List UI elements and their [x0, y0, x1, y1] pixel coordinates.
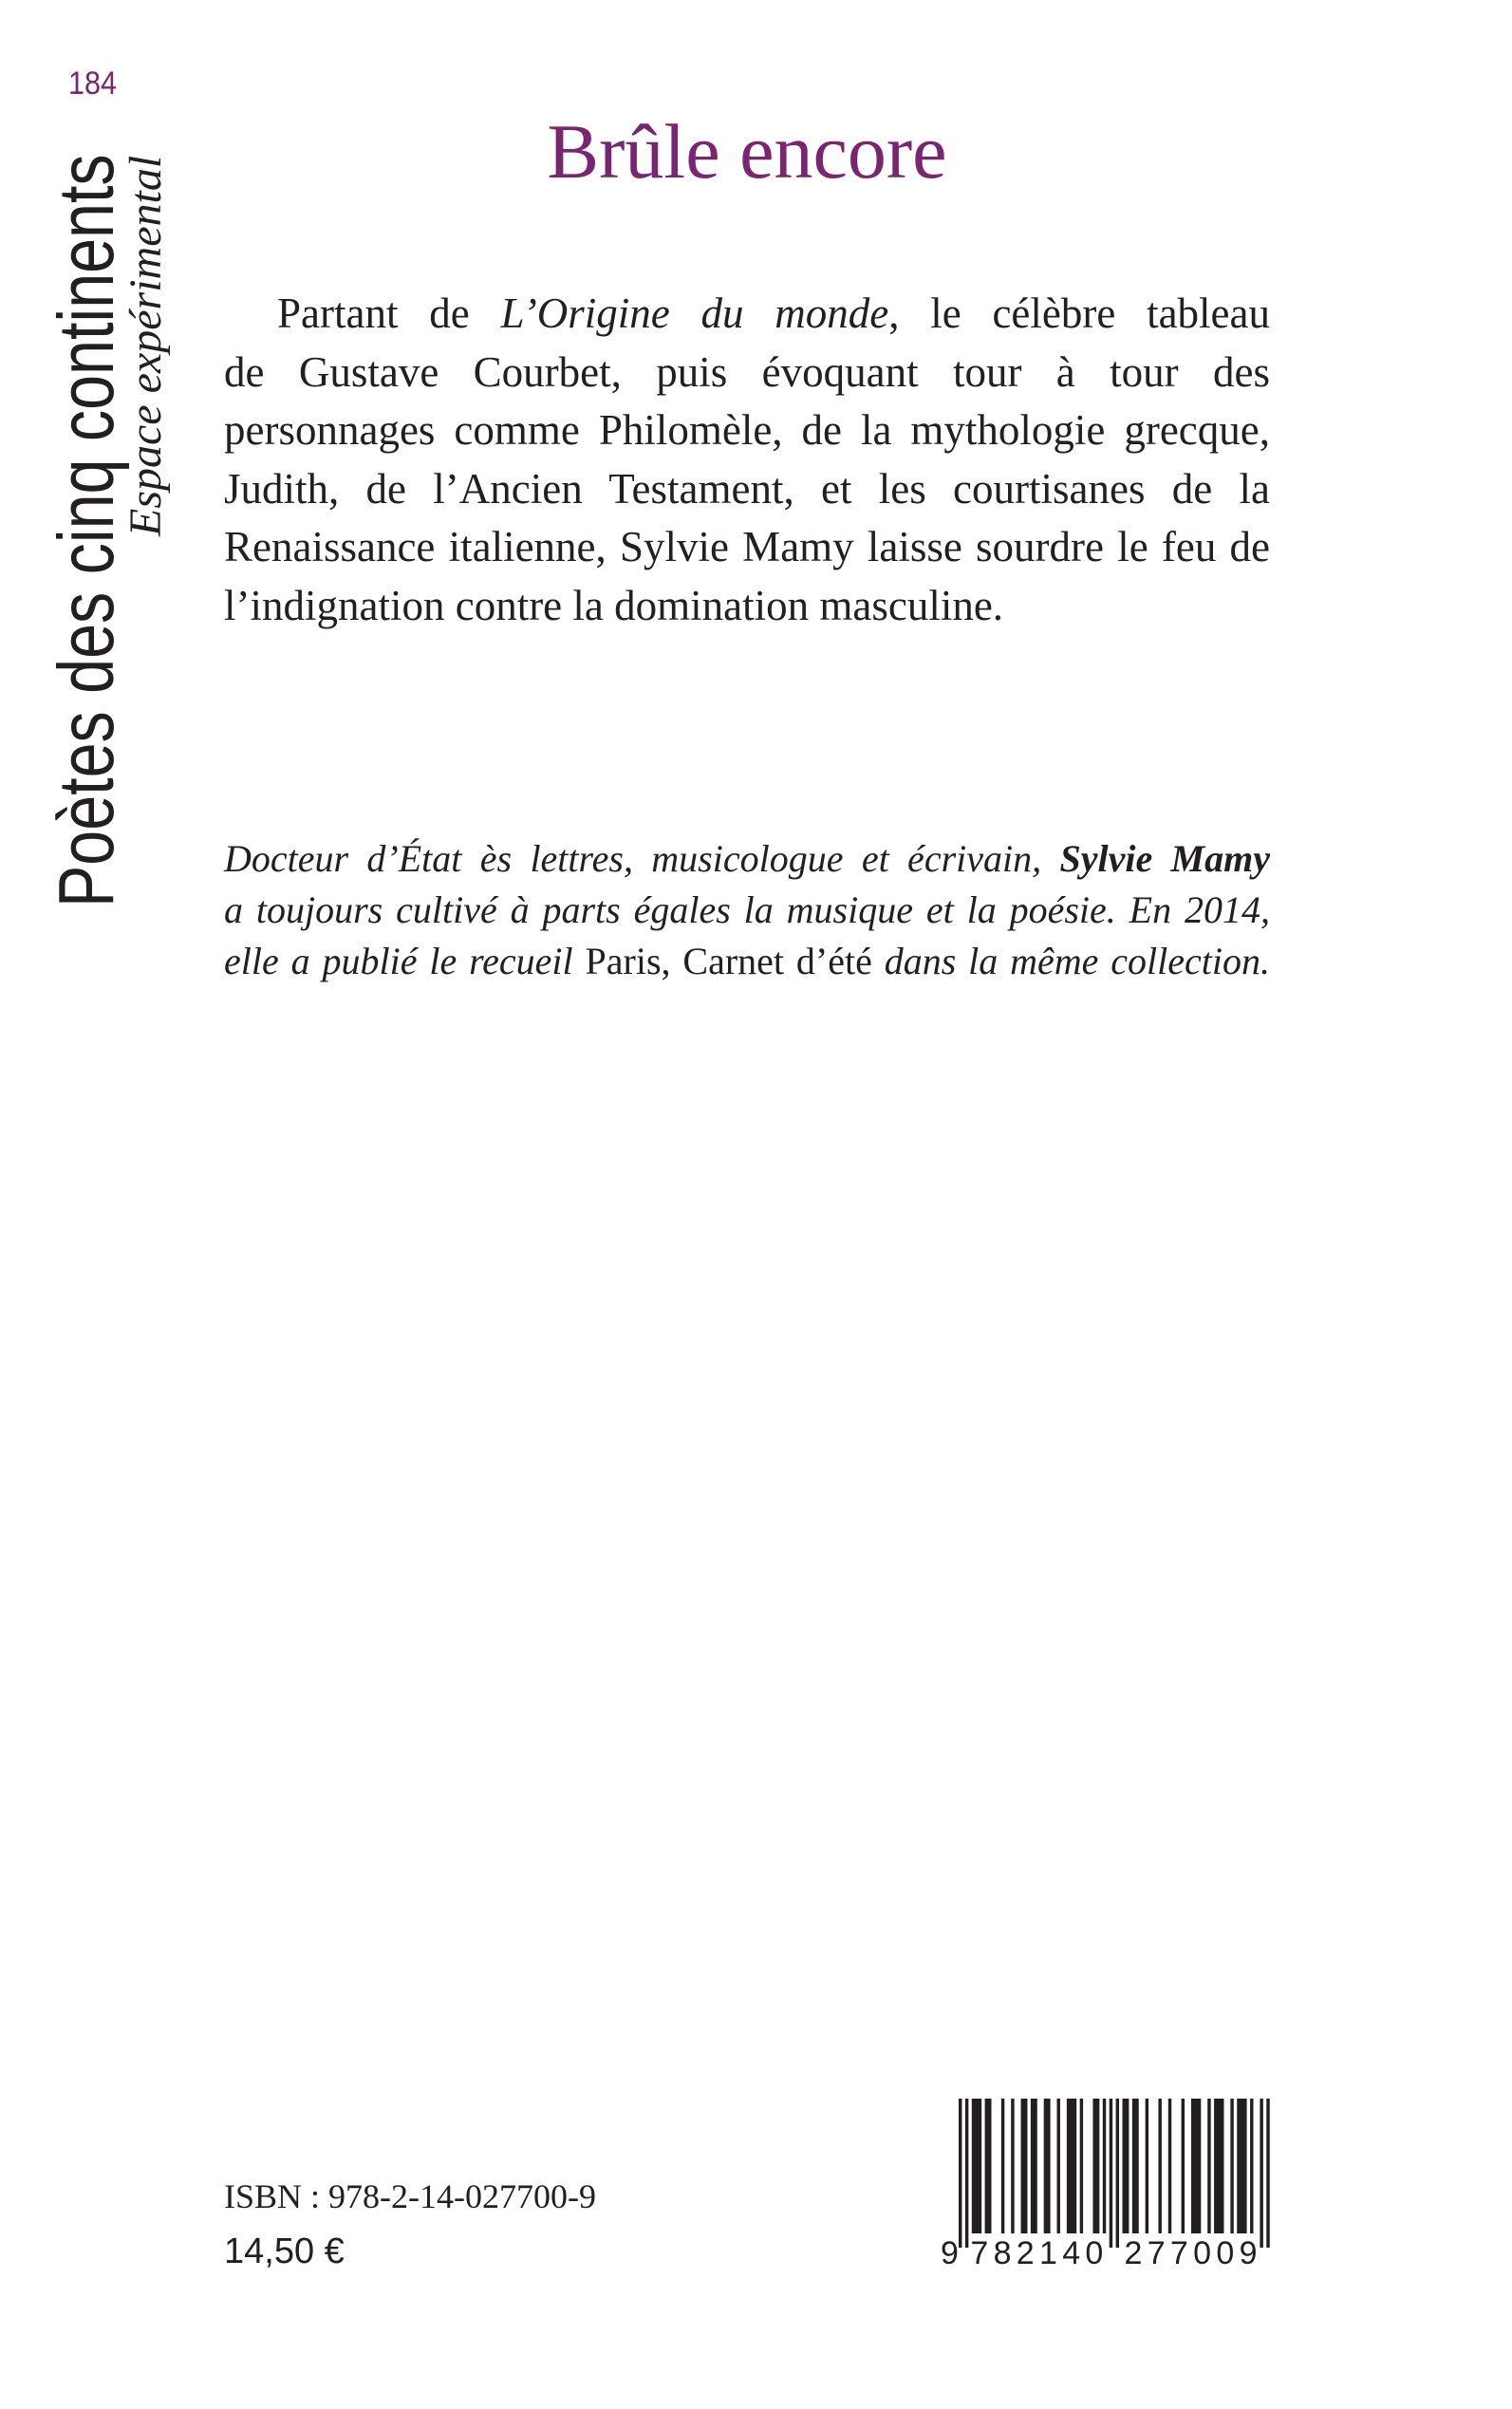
barcode-bar — [1092, 2099, 1099, 2233]
barcode-bar — [1057, 2099, 1060, 2233]
description-line: Renaissance italienne, Sylvie Mamy laisse sourdre le feu de — [224, 523, 1270, 570]
barcode-guard-bar — [959, 2099, 961, 2248]
barcode-bar — [1067, 2099, 1076, 2233]
barcode — [941, 2093, 1271, 2273]
description-text: Partant de — [277, 289, 501, 337]
barcode-right-digits: 277009 — [1124, 2235, 1258, 2271]
author-bio-line: a toujours cultivé à parts égales la musique et la poésie. En 2014, — [224, 888, 1270, 931]
barcode-guard-bar — [1266, 2099, 1269, 2248]
barcode-bar — [1080, 2099, 1083, 2233]
book-description — [224, 285, 1270, 635]
description-line: l’indignation contre la domination masculine. — [224, 581, 1004, 629]
barcode-bar — [1250, 2099, 1253, 2233]
author-bio — [224, 833, 1270, 987]
barcode-bar — [1168, 2099, 1171, 2233]
barcode-bar — [985, 2099, 992, 2233]
barcode-left-digits: 782140 — [970, 2235, 1104, 2271]
barcode-guard-bar — [1116, 2099, 1119, 2248]
barcode-bar — [1103, 2099, 1106, 2233]
description-text: , le célèbre tableau — [888, 289, 1271, 337]
description-line: Judith, de l’Ancien Testament, et les courtisanes de la — [224, 464, 1270, 513]
previous-book-title: Paris, Carnet d’été — [585, 940, 872, 982]
barcode-bar — [1044, 2099, 1051, 2233]
barcode-bar — [1031, 2099, 1037, 2233]
author-bio-text: elle a publié le recueil — [224, 940, 586, 982]
author-bio-line — [224, 936, 1270, 987]
description-line: de Gustave Courbet, puis évoquant tour à tour des — [224, 347, 1270, 396]
barcode-bar — [1158, 2099, 1161, 2233]
description-line — [224, 285, 1270, 344]
barcode-guard-bar — [1110, 2099, 1112, 2248]
series-subtitle: Espace expérimental — [121, 155, 171, 536]
barcode-bar — [1214, 2099, 1223, 2233]
author-bio-text: Docteur d’État ès lettres, musicologue et écrivain, — [224, 837, 1060, 880]
barcode-bar — [1207, 2099, 1210, 2233]
isbn: ISBN : 978-2-14-027700-9 — [224, 2177, 596, 2215]
author-name: Sylvie Mamy — [1059, 837, 1270, 880]
barcode-bar — [1001, 2099, 1004, 2233]
barcode-bar — [1021, 2099, 1028, 2233]
series-number: 184 — [68, 65, 118, 102]
description-line: personnages comme Philomèle, de la mythologie grecque, — [224, 406, 1270, 454]
author-bio-text: dans la même collection. — [871, 940, 1270, 982]
series-title: Poètes des cinq continents — [42, 154, 130, 907]
barcode-guard-bar — [965, 2099, 968, 2248]
artwork-title: L’Origine du monde — [500, 289, 889, 337]
barcode-guard-bar — [1260, 2099, 1262, 2248]
barcode-bar — [1123, 2099, 1129, 2233]
price: 14,50 € — [224, 2232, 345, 2271]
barcode-bar — [1230, 2099, 1233, 2233]
barcode-bar — [1191, 2099, 1201, 2233]
barcode-bar — [1146, 2099, 1148, 2233]
barcode-bar — [1132, 2099, 1139, 2233]
barcode-lead-digit: 9 — [941, 2235, 959, 2271]
barcode-bar — [972, 2099, 981, 2233]
barcode-bar — [1237, 2099, 1246, 2233]
barcode-bar — [1011, 2099, 1014, 2233]
barcode-bar — [1182, 2099, 1185, 2233]
book-title: Brûle encore — [547, 108, 947, 195]
author-bio-line — [224, 833, 1270, 885]
